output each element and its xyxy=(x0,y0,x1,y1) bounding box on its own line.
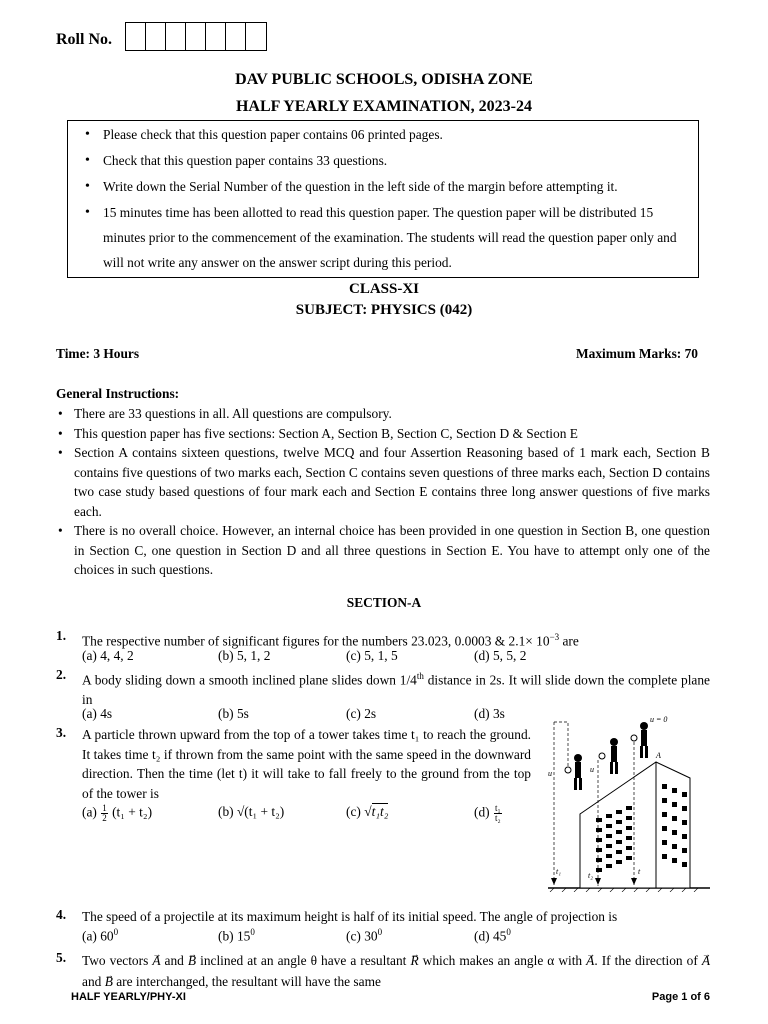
label-u-mid: u xyxy=(590,765,594,774)
question-3-text: A particle thrown upward from the top of a tower takes time t₁ to reach the ground. It takes time t₂ if thrown from the same point with the same speed in the downward direction. Then the time (let t) it will take to fall freely to the ground from the top of the tower is xyxy=(82,727,531,801)
fraction-numerator: 1 xyxy=(102,803,107,813)
ball xyxy=(631,735,637,741)
fraction-t1-t2 xyxy=(494,804,502,823)
option-a[interactable] xyxy=(82,927,118,944)
option-c[interactable] xyxy=(346,927,382,944)
notice-item: • Write down the Serial Number of the question in the left side of the margin before attempting it. xyxy=(103,174,698,200)
label-a: A xyxy=(656,751,661,760)
option-c[interactable] xyxy=(346,804,388,820)
question-text: distance in 2s. It will slide down the complete plane in xyxy=(82,672,710,707)
notice-box xyxy=(67,120,699,278)
question-text: A body sliding down a smooth inclined plane slides down 1/4 xyxy=(82,672,417,688)
label-t2: t₂ xyxy=(588,871,594,880)
vector-a: → A xyxy=(702,953,710,968)
option-c[interactable]: (c) 2s xyxy=(346,706,377,721)
option-text: t₁t₂ xyxy=(371,804,389,819)
option-d[interactable] xyxy=(474,927,511,944)
vector-r: → R xyxy=(410,953,418,968)
fraction-numerator: t₁ xyxy=(494,803,501,813)
question-number: 1. xyxy=(56,628,67,643)
exponent: −3 xyxy=(549,632,560,642)
instruction-item: • This question paper has five sections: Section A, Section B, Section C, Section D & Section E xyxy=(56,424,710,444)
option-d[interactable]: (d) 3s xyxy=(474,706,505,721)
option-a[interactable] xyxy=(82,804,152,823)
degree-mark: 0 xyxy=(377,927,383,937)
option-d[interactable] xyxy=(474,804,503,823)
notice-item: • Check that this question paper contains 33 questions. xyxy=(103,148,698,174)
maximum-marks: Maximum Marks: 70 xyxy=(576,346,698,361)
option-label: (d) xyxy=(474,804,490,820)
footer-page-number: Page 1 of 6 xyxy=(651,991,710,1003)
exam-title: HALF YEARLY EXAMINATION, 2023-24 xyxy=(235,98,532,115)
tower-figure xyxy=(544,714,712,892)
roll-digit-box[interactable] xyxy=(246,23,266,50)
question-text: are interchanged, the resultant will have the same xyxy=(112,974,381,989)
option-a[interactable]: (a) 4s xyxy=(82,706,113,721)
fraction-denominator: 2 xyxy=(102,813,107,823)
option-text: (t₁ + t₂) xyxy=(108,804,153,820)
degree-mark: 0 xyxy=(506,927,511,937)
vector-a: → A xyxy=(152,953,160,968)
question-text: inclined at an angle θ have a resultant xyxy=(196,953,411,968)
vector-a: → A xyxy=(586,953,594,968)
question-text: Two vectors xyxy=(82,953,153,968)
option-text: (d) 45 xyxy=(474,928,507,944)
label-u-zero: u = 0 xyxy=(650,715,668,724)
ball xyxy=(599,753,605,759)
question-5-text xyxy=(82,950,710,992)
option-text: (c) 30 xyxy=(346,928,378,944)
sqrt-icon: √ xyxy=(364,804,372,819)
roll-digit-box[interactable] xyxy=(166,23,186,50)
footer-paper-code: HALF YEARLY/PHY-XI xyxy=(71,991,186,1003)
vector-b: → B xyxy=(105,974,113,989)
general-instructions-list xyxy=(56,404,710,580)
roll-digit-box[interactable] xyxy=(146,23,166,50)
notice-item: • Please check that this question paper contains 06 printed pages. xyxy=(103,122,698,148)
roll-number-boxes[interactable] xyxy=(125,22,267,51)
question-text: and xyxy=(82,974,105,989)
question-number: 3. xyxy=(56,725,67,740)
option-a[interactable]: (a) 4, 4, 2 xyxy=(82,648,134,663)
superscript: th xyxy=(416,671,424,681)
roll-digit-box[interactable] xyxy=(126,23,146,50)
question-number: 4. xyxy=(56,907,67,922)
instruction-item: • There are 33 questions in all. All questions are compulsory. xyxy=(56,404,710,424)
option-label: (c) xyxy=(346,804,361,819)
option-b[interactable]: (b) 5s xyxy=(218,706,249,721)
option-b[interactable]: (b) √(t₁ + t₂) xyxy=(218,804,285,819)
degree-mark: 0 xyxy=(113,927,119,937)
instruction-item: • Section A contains sixteen questions, twelve MCQ and four Assertion Reasoning based of 1 mark each, Section B contains five questions of two marks each, Section C contains seven questions of three marks each, Section D contains two case study based questions of four mark each and Section E contains three long answer questions of five marks each. xyxy=(56,443,710,521)
option-d[interactable]: (d) 5, 5, 2 xyxy=(474,648,527,663)
general-instructions-title: General Instructions: xyxy=(56,386,180,401)
option-label: (a) xyxy=(82,804,97,820)
degree-mark: 0 xyxy=(250,927,255,937)
notice-item: • 15 minutes time has been allotted to read this question paper. The question paper will be distributed 15 minutes prior to the commencement of the examination. The students will read the question paper only and will not write any answer on the answer script during this period. xyxy=(103,200,698,275)
question-text: . If the direction of xyxy=(594,953,702,968)
question-number: 5. xyxy=(56,950,67,965)
fraction-half xyxy=(101,804,108,823)
label-t: t xyxy=(638,867,641,876)
fraction-denominator: t₂ xyxy=(494,813,501,823)
ball xyxy=(565,767,571,773)
option-c[interactable]: (c) 5, 1, 5 xyxy=(346,648,398,663)
option-text: (a) 60 xyxy=(82,928,114,944)
roll-number-label: Roll No. xyxy=(56,31,112,48)
subject-title: SUBJECT: PHYSICS (042) xyxy=(295,302,473,318)
question-text: The respective number of significant figures for the numbers 23.023, 0.0003 & 2.1× 10 xyxy=(82,633,550,649)
time-allowed: Time: 3 Hours xyxy=(56,346,140,361)
label-t1: t₁ xyxy=(556,867,562,876)
question-text: which makes an angle α with xyxy=(418,953,587,968)
roll-digit-box[interactable] xyxy=(226,23,246,50)
instruction-item: • There is no overall choice. However, an internal choice has been provided in one question in Section B, one question in Section C, one question in Section D and all three questions in Section E. You have to attempt only one of the choices in such questions. xyxy=(56,521,710,580)
vector-b: → B xyxy=(188,953,196,968)
question-text: are xyxy=(559,633,579,649)
option-b[interactable] xyxy=(218,927,255,944)
label-u-left: u xyxy=(548,769,552,778)
option-b[interactable]: (b) 5, 1, 2 xyxy=(218,648,271,663)
section-a-heading: SECTION-A xyxy=(346,595,422,610)
question-text: and xyxy=(160,953,188,968)
question-4-text: The speed of a projectile at its maximum height is half of its initial speed. The angle of projection is xyxy=(82,909,618,924)
roll-digit-box[interactable] xyxy=(186,23,206,50)
upward-throw-path xyxy=(554,722,568,886)
class-title: CLASS-XI xyxy=(348,281,420,297)
question-2-text xyxy=(82,667,710,709)
option-text: (b) 15 xyxy=(218,928,251,944)
school-name: DAV PUBLIC SCHOOLS, ODISHA ZONE xyxy=(235,71,533,88)
question-number: 2. xyxy=(56,667,67,682)
roll-digit-box[interactable] xyxy=(206,23,226,50)
